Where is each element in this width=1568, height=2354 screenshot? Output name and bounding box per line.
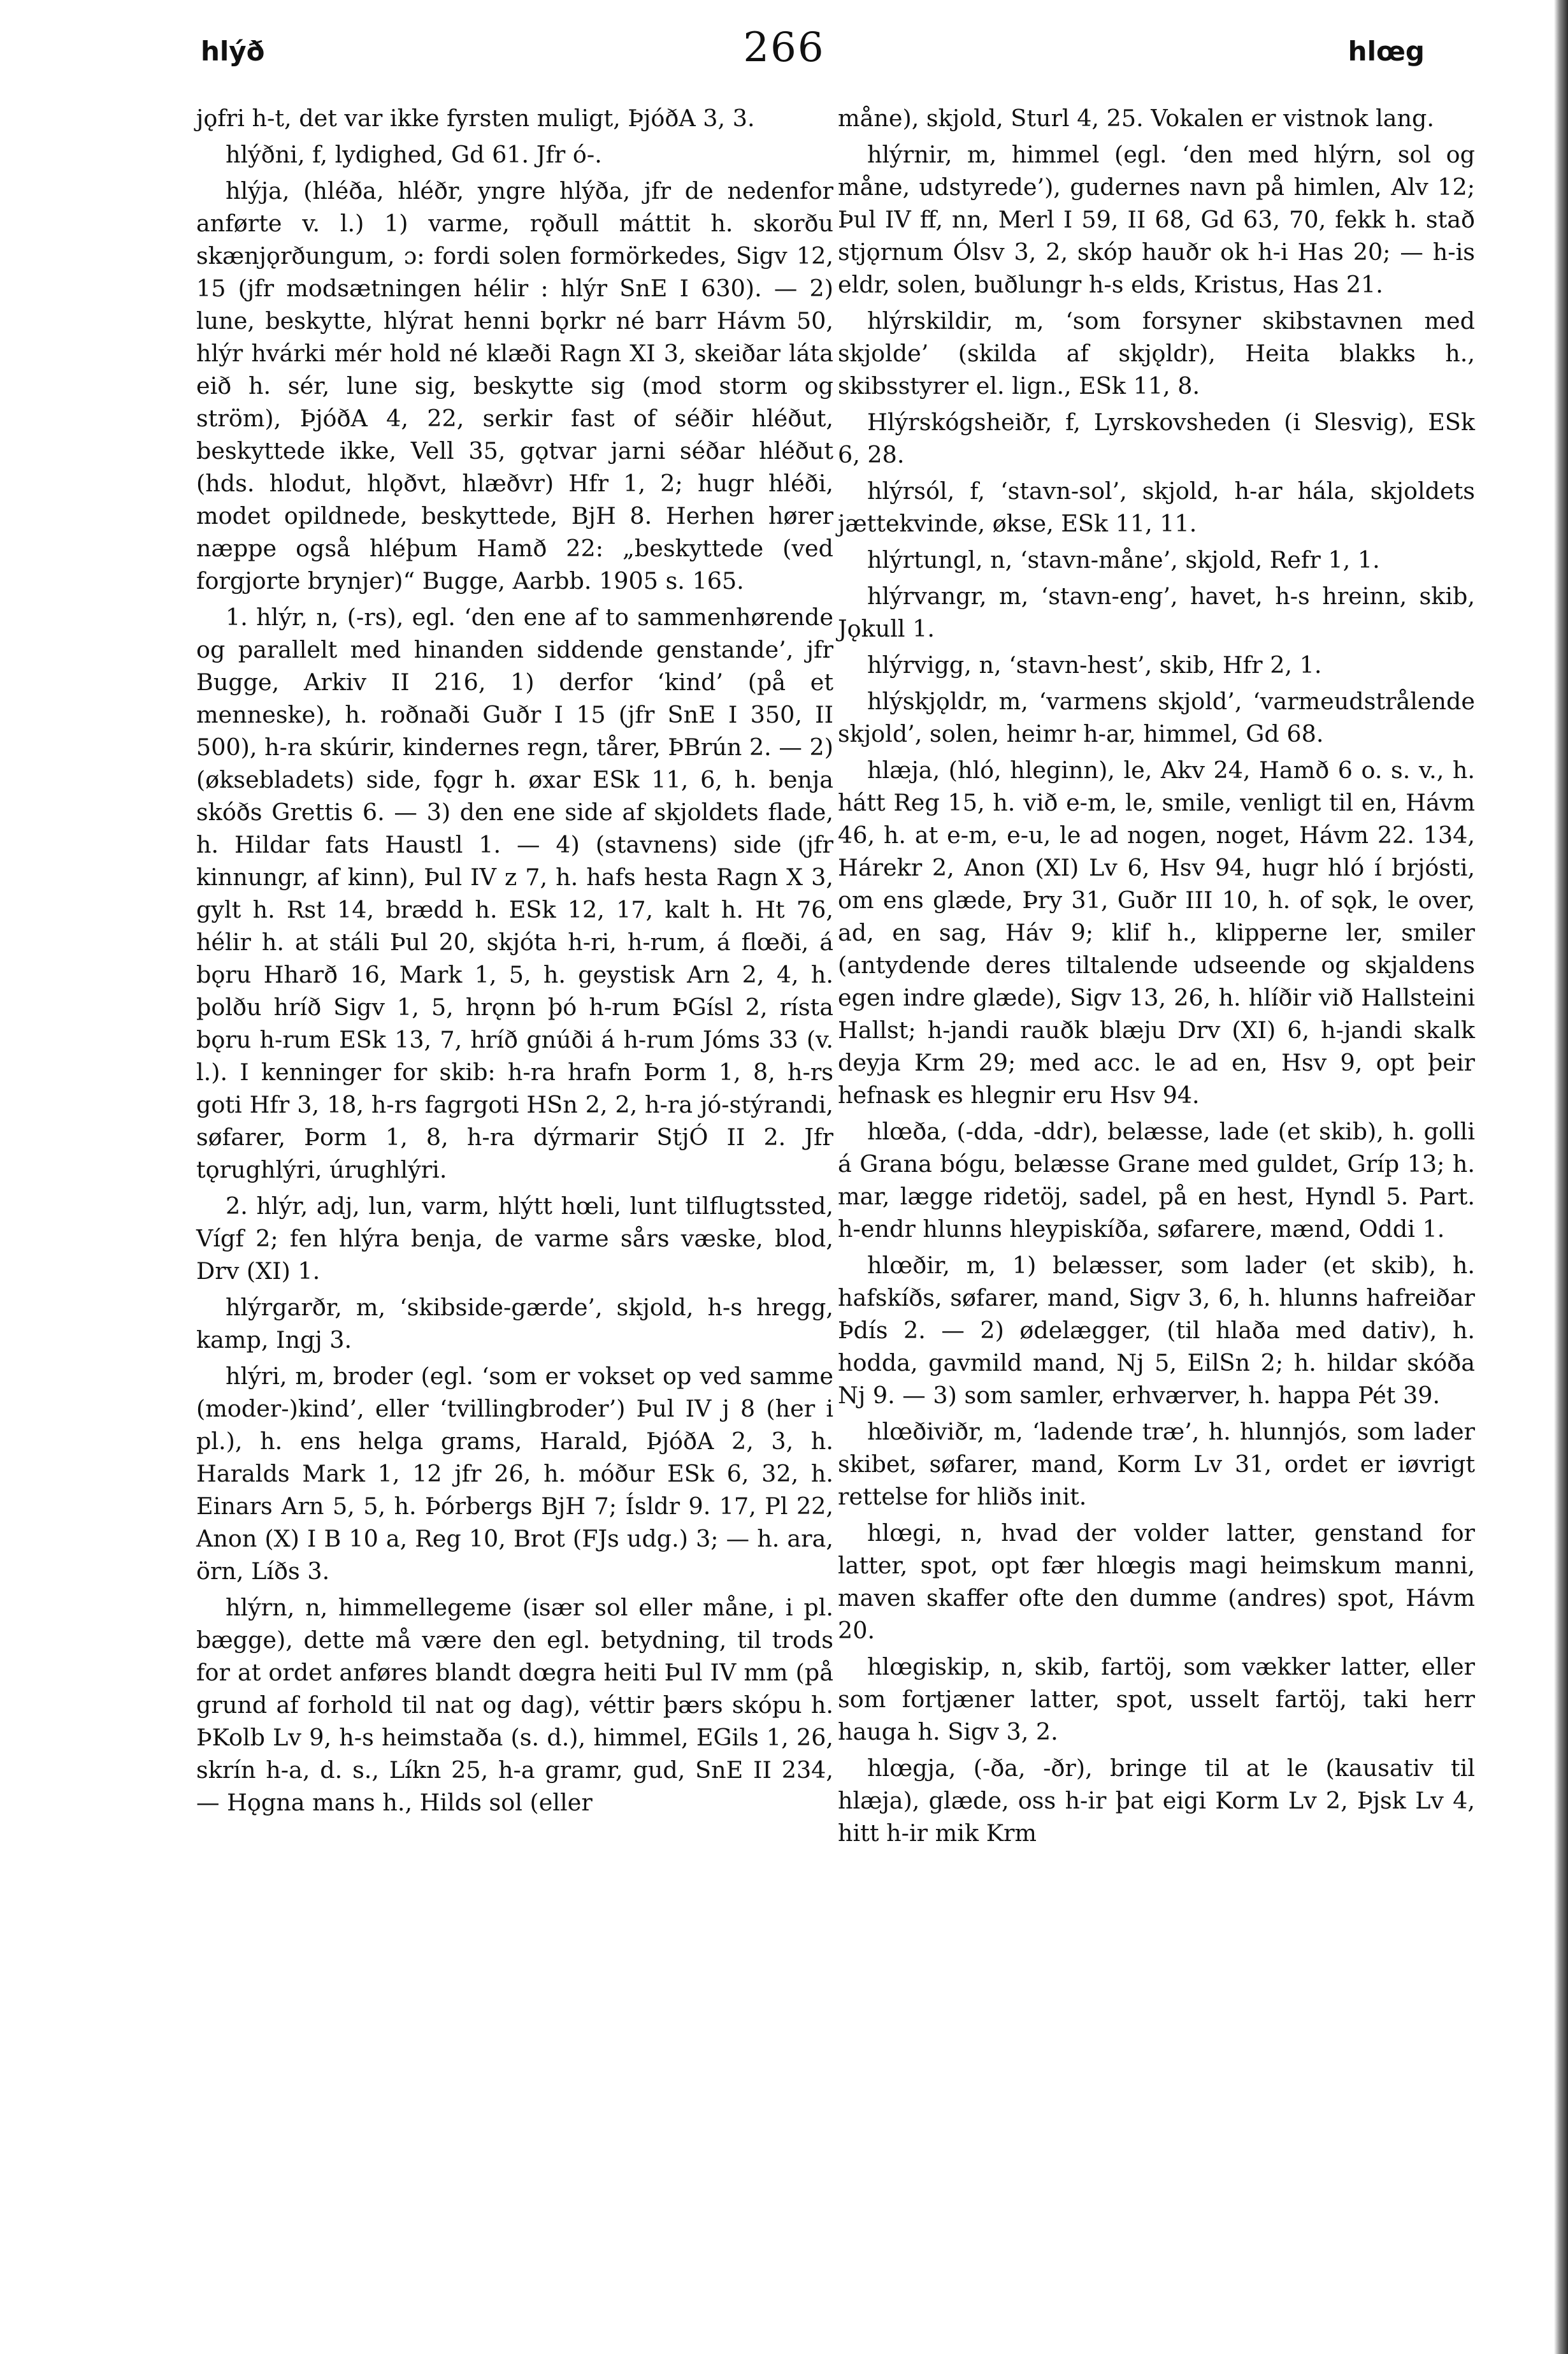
dictionary-entry: hlýrsól, f, ‘stavn-sol’, skjold, h-ar hála, skjoldets jættekvinde, økse, ESk 11, 11. — [838, 477, 1475, 537]
dictionary-entry: hlœgi, n, hvad der volder latter, genstand for latter, spot, opt fær hlœgis magi heimskum manni, maven skaffer ofte den dumme (andres) spot, Hávm 20. — [838, 1519, 1475, 1644]
dictionary-entry: hlýrskildir, m, ‘som forsyner skibstavnen med skjolde’ (skilda af skjǫldr), Heita blakks h., skibsstyrer el. lign., ESk 11, 8. — [838, 307, 1475, 400]
dictionary-entry: hlœðiviðr, m, ‘ladende træ’, h. hlunnjós, som lader skibet, søfarer, mand, Korm Lv 31, ordet er iøvrigt rettelse for hliðs init. — [838, 1418, 1475, 1510]
dictionary-entry: Hlýrskógsheiðr, f, Lyrskovsheden (i Slesvig), ESk 6, 28. — [838, 408, 1475, 468]
dictionary-entry: hlýrgarðr, m, ‘skibside-gærde’, skjold, h-s hregg, kamp, Ingj 3. — [196, 1294, 833, 1354]
dictionary-entry: hlýðni, f, lydighed, Gd 61. Jfr ó-. — [226, 141, 602, 168]
dictionary-entry: jǫfri h-t, det var ikke fyrsten muligt, ÞjóðA 3, 3. — [196, 105, 755, 132]
dictionary-entry: hlæja, (hló, hleginn), le, Akv 24, Hamð 6 o. s. v., h. hátt Reg 15, h. við e-m, le, smile, venligt til en, Hávm 46, h. at e-m, e-u, le ad nogen, noget, Hávm 22. 134, Hárekr 2, Anon (XI) Lv 6, Hsv 94, hugr hló í brjósti, om ens glæde, Þry 31, Guðr III 10, h. of sǫk, le over, ad, en sag, Háv 9; klif h., klipperne ler, smiler (antydende deres tiltalende udseende og skjaldens egen indre glæde), Sigv 13, 26, h. hlíðir við Hallsteini Hallst; h-jandi rauðk blæju Drv (XI) 6, h-jandi skalk deyja Krm 29; med acc. le ad en, Hsv 9, opt þeir hefnask es hlegnir eru Hsv 94. — [838, 756, 1475, 1109]
right-running-headword: hlœg — [1348, 36, 1425, 67]
dictionary-entry: hlœgiskip, n, skib, fartöj, som vækker latter, eller som fortjæner latter, spot, usselt fartöj, taki herr hauga h. Sigv 3, 2. — [838, 1653, 1475, 1745]
left-running-headword: hlýð — [201, 36, 265, 67]
dictionary-entry: hlýrnir, m, himmel (egl. ‘den med hlýrn, sol og måne, udstyrede’), gudernes navn på himlen, Alv 12; Þul IV ff, nn, Merl I 59, II 68, Gd 63, 70, fekk h. stað stjǫrnum Ólsv 3, 2, skóp hauðr ok h-i Has 20; — h-is eldr, solen, buðlungr h-s elds, Kristus, Has 21. — [838, 141, 1475, 298]
dictionary-entry: hlýrvangr, m, ‘stavn-eng’, havet, h-s hreinn, skib, Jǫkull 1. — [838, 582, 1475, 642]
scan-edge — [1554, 0, 1568, 2354]
dictionary-entry: hlýja, (hléða, hléðr, yngre hlýða, jfr de nedenfor anførte v. l.) 1) varme, rǫðull máttit h. skorðu skænjǫrðungum, ɔ: fordi solen formörkedes, Sigv 12, 15 (jfr modsætningen hélir : hlýr SnE I 630). — 2) lune, beskytte, hlýrat henni bǫrkr né barr Hávm 50, hlýr hvárki mér hold né klæði Ragn XI 3, skeiðar láta eið h. sér, lune sig, beskytte sig (mod storm og ström), ÞjóðA 4, 22, serkir fast of séðir hléðut, beskyttede ikke, Vell 35, gǫtvar jarni séðar hléðut (hds. hlodut, hlǫðvt, hlæðvr) Hfr 1, 2; hugr hléði, modet opildnede, beskyttede, BjH 8. Herhen hører næppe også hléþum Hamð 22: „beskyttede (ved forgjorte brynjer)“ Bugge, Aarbb. 1905 s. 165. — [196, 177, 833, 595]
page-number: 266 — [743, 24, 825, 71]
dictionary-entry: 1. hlýr, n, (-rs), egl. ‘den ene af to sammenhørende og parallelt med hinanden siddende genstande’, jfr Bugge, Arkiv II 216, 1) derfor ‘kind’ (på et menneske), h. roðnaði Guðr I 15 (jfr SnE I 350, II 500), h-ra skúrir, kindernes regn, tårer, ÞBrún 2. — 2) (øksebladets) side, fǫgr h. øxar ESk 11, 6, h. benja skóðs Grettis 6. — 3) den ene side af skjoldets flade, h. Hildar fats Haustl 1. — 4) (stavnens) side (jfr kinnungr, af kinn), Þul IV z 7, h. hafs hesta Ragn X 3, gylt h. Rst 14, brædd h. ESk 12, 17, kalt h. Ht 76, hélir h. at stáli Þul 20, skjóta h-ri, h-rum, á flœði, á bǫru Hharð 16, Mark 1, 5, h. geystisk Arn 2, 4, h. þolðu hríð Sigv 1, 5, hrǫnn þó h-rum ÞGísl 2, rísta bǫru h-rum ESk 13, 7, hríð gnúði á h-rum Jóms 33 (v. l.). I kenninger for skib: h-ra hrafn Þorm 1, 8, h-rs goti Hfr 3, 18, h-rs fagrgoti HSn 2, 2, h-ra jó-stýrandi, søfarer, Þorm 1, 8, h-ra dýrmarir StjÓ II 2. Jfr tǫrughlýri, úrughlýri. — [196, 603, 833, 1183]
dictionary-entry: hlýrtungl, n, ‘stavn-måne’, skjold, Refr 1, 1. — [867, 546, 1380, 574]
page-header — [0, 24, 1568, 94]
dictionary-entry: hlýrvigg, n, ‘stavn-hest’, skib, Hfr 2, 1. — [867, 651, 1322, 679]
dictionary-entry: 2. hlýr, adj, lun, varm, hlýtt hœli, lunt tilflugtssted, Vígf 2; fen hlýra benja, de varme sårs væske, blod, Drv (XI) 1. — [196, 1192, 833, 1285]
dictionary-entry: hlœgja, (-ða, -ðr), bringe til at le (kausativ til hlæja), glæde, oss h-ir þat eigi Korm Lv 2, Þjsk Lv 4, hitt h-ir mik Krm — [838, 1754, 1475, 1847]
left-column — [196, 102, 833, 2320]
right-column — [838, 102, 1475, 2320]
dictionary-entry: hlýrn, n, himmellegeme (især sol eller måne, i pl. bægge), dette må være den egl. betydning, til trods for at ordet anføres blandt dœgra heiti Þul IV mm (på grund af forhold til nat og dag), véttir þærs skópu h. ÞKolb Lv 9, h-s heimstaða (s. d.), himmel, EGils 1, 26, skrín h-a, d. s., Líkn 25, h-a gramr, gud, SnE II 234, — Hǫgna mans h., Hilds sol (eller — [196, 1594, 833, 1816]
dictionary-entry: hlýskjǫldr, m, ‘varmens skjold’, ‘varmeudstrålende skjold’, solen, heimr h-ar, himmel, Gd 68. — [838, 688, 1475, 747]
dictionary-entry: måne), skjold, Sturl 4, 25. Vokalen er vistnok lang. — [838, 105, 1434, 132]
dictionary-entry: hlœðir, m, 1) belæsser, som lader (et skib), h. hafskíðs, søfarer, mand, Sigv 3, 6, h. hlunns hafreiðar Þdís 2. — 2) ødelægger, (til hlaða med dativ), h. hodda, gavmild mand, Nj 5, EilSn 2; h. hildar skóða Nj 9. — 3) som samler, erhværver, h. happa Pét 39. — [838, 1252, 1475, 1409]
dictionary-entry: hlýri, m, broder (egl. ‘som er vokset op ved samme (moder-)kind’, eller ‘tvillingbroder’) Þul IV j 8 (her i pl.), h. ens helga grams, Harald, ÞjóðA 2, 3, h. Haralds Mark 1, 12 jfr 26, h. móður ESk 6, 32, h. Einars Arn 5, 5, h. Þórbergs BjH 7; Ísldr 9. 17, Pl 22, Anon (X) I B 10 a, Reg 10, Brot (FJs udg.) 3; — h. ara, örn, Líðs 3. — [196, 1362, 833, 1585]
dictionary-entry: hlœða, (-dda, -ddr), belæsse, lade (et skib), h. golli á Grana bógu, belæsse Grane med guldet, Gríp 13; h. mar, lægge ridetöj, sadel, på en hest, Hyndl 5. Part. h-endr hlunns hleypiskíða, søfarere, mænd, Oddi 1. — [838, 1118, 1475, 1243]
